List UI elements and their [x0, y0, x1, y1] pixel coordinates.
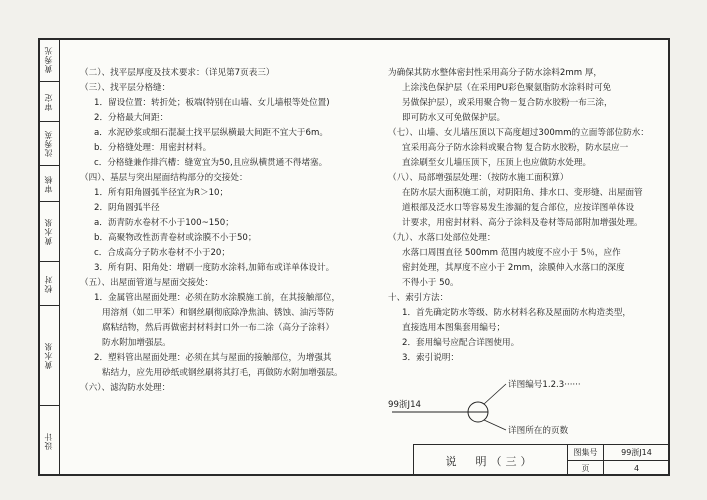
callout-code: 99浙J14 — [388, 400, 421, 410]
section-heading: （二）、找平层厚度及技术要求：（详见第7页表三） — [80, 68, 275, 78]
sidebar-label-3: 审核 — [38, 166, 59, 202]
sidebar-label-4: 审定 — [38, 82, 59, 122]
text-line: 2．阴角圆弧半径 — [94, 203, 160, 213]
text-line: 即可防水又可免做保护层。 — [402, 113, 506, 123]
leader-bottom — [484, 420, 506, 430]
text-line: 另做保护层），或采用聚合物－复合防水胶粉一布三涂， — [402, 98, 613, 108]
sidebar-sig-3: 沈秀英 — [38, 122, 59, 166]
sidebar-sig-4: 黄秀光 — [38, 38, 59, 82]
text-line: 1．首先确定防水等级、防水材料名称及屋面防水构造类型， — [402, 308, 631, 318]
text-line: 3．所有阴、阳角处：增刷一度防水涂料,加筛布或详单体设计。 — [94, 263, 335, 273]
text-line: c．合成高分子防水卷材不小于20； — [94, 248, 230, 258]
text-line: 不得小于 50。 — [402, 278, 459, 288]
sidebar-label-2: 校对 — [38, 262, 59, 306]
text-line: c．分格缝兼作排汽槽：缝宽宜为50,且应纵横贯通不得堵塞。 — [94, 158, 328, 168]
sidebar-sig-2: 黄水泉 — [38, 202, 59, 262]
page-label: 页 — [568, 461, 604, 476]
text-line: 2．套用编号应配合详图使用。 — [402, 338, 520, 348]
sidebar-label-1: 设计 — [44, 432, 53, 450]
text-line: 防水附加增强层。 — [102, 338, 171, 348]
text-line: b．分格缝处理：用密封材料。 — [94, 143, 212, 153]
right-text-column — [388, 66, 658, 366]
text-line: b．高聚物改性沥青卷材或涂膜不小于50； — [94, 233, 257, 243]
leader-top — [484, 384, 506, 404]
text-line: 3．索引说明： — [402, 353, 460, 363]
text-line: 直接选用本图集套用编号； — [402, 323, 506, 333]
callout-detail-label: 详图编号1.2.3······ — [508, 380, 581, 390]
page-number: 4 — [633, 464, 640, 473]
section-heading: （七）、山墙、女儿墙压顶以下高度超过300mm的立面等部位防水： — [388, 128, 649, 138]
atlas-number-label: 图集号 — [568, 445, 604, 461]
text-line: 宜采用高分子防水涂料或聚合物 复合防水胶粉，防水层应一 — [402, 143, 629, 153]
section-heading: 十、索引方法： — [388, 293, 449, 303]
text-line: 计要求，用密封材料、高分子涂料及卷材等局部附加增强处理。 — [402, 218, 643, 228]
atlas-number-value: 99浙J14 — [604, 445, 669, 461]
text-line: a．沥青防水卷材不小于100~150； — [94, 218, 234, 228]
section-heading: （五）、出屋面管道与屋面交接处： — [80, 278, 214, 288]
section-heading: （三）、找平层分格缝： — [80, 83, 171, 93]
text-line: 粘结力，应先用砂纸或钢丝刷将其打毛，再做防水附加增强层。 — [102, 368, 343, 378]
text-line: a．水泥砂浆或细石混凝土找平层纵横最大间距不宜大于6m。 — [94, 128, 328, 138]
title-block — [413, 444, 670, 476]
text-line: 直涂刷至女儿墙压顶下，压顶上也应做防水处理。 — [402, 158, 592, 168]
text-line: 上涂浅色保护层（在采用PU彩色聚氨脂防水涂料时可免 — [402, 83, 612, 93]
section-heading: 为确保其防水整体密封性采用高分子防水涂料2mm 厚， — [388, 68, 603, 78]
text-line: 1．金属管出屋面处理：必须在防水涂膜施工前，在其接触部位， — [94, 293, 341, 303]
section-heading: （六）、滤沟防水处理： — [80, 383, 171, 393]
text-line: 用溶剂（如二甲苯）和钢丝刷彻底除净焦油、锈蚀、油污等防 — [102, 308, 335, 318]
left-text-column — [80, 66, 370, 396]
sidebar-sig-1: 黄水泉 — [38, 306, 59, 406]
callout-page-label: 详图所在的页数 — [508, 426, 569, 436]
text-line: 密封处理，其厚度不应小于 2mm，涂膜伸入水落口的深度 — [402, 263, 625, 273]
text-line: 1．留设位置：转折处；板端(特别在山墙、女儿墙根等处位置) — [94, 98, 330, 108]
text-line: 水落口周围直径 500mm 范围内坡度不应小于 5％，应作 — [402, 248, 621, 258]
section-heading: （四）、基层与突出屋面结构部分的交接处： — [80, 173, 248, 183]
signature-sidebar — [38, 38, 60, 476]
section-heading: （九）、水落口处部位处理： — [388, 233, 496, 243]
text-line: 2．塑料管出屋面处理：必须在其与屋面的接触部位，为增强其 — [94, 353, 332, 363]
text-line: 2．分格最大间距： — [94, 113, 169, 123]
text-line: 道根部及泛水口等容易发生渗漏的复合部位，应按详图单体设 — [402, 203, 635, 213]
text-line: 在防水层大面积施工前，对阴阳角、排水口、变形缝、出屋面管 — [402, 188, 643, 198]
sheet-title: 说 明（三） — [414, 445, 568, 476]
section-heading: （八）、局部增强层处理：（按防水施工面积算） — [388, 173, 569, 183]
text-line: 腐粘结物，然后再做密封材料封口外一布二涂（高分子涂料） — [102, 323, 335, 333]
text-line: 1．所有阳角圆弧半径宜为R＞10； — [94, 188, 229, 198]
